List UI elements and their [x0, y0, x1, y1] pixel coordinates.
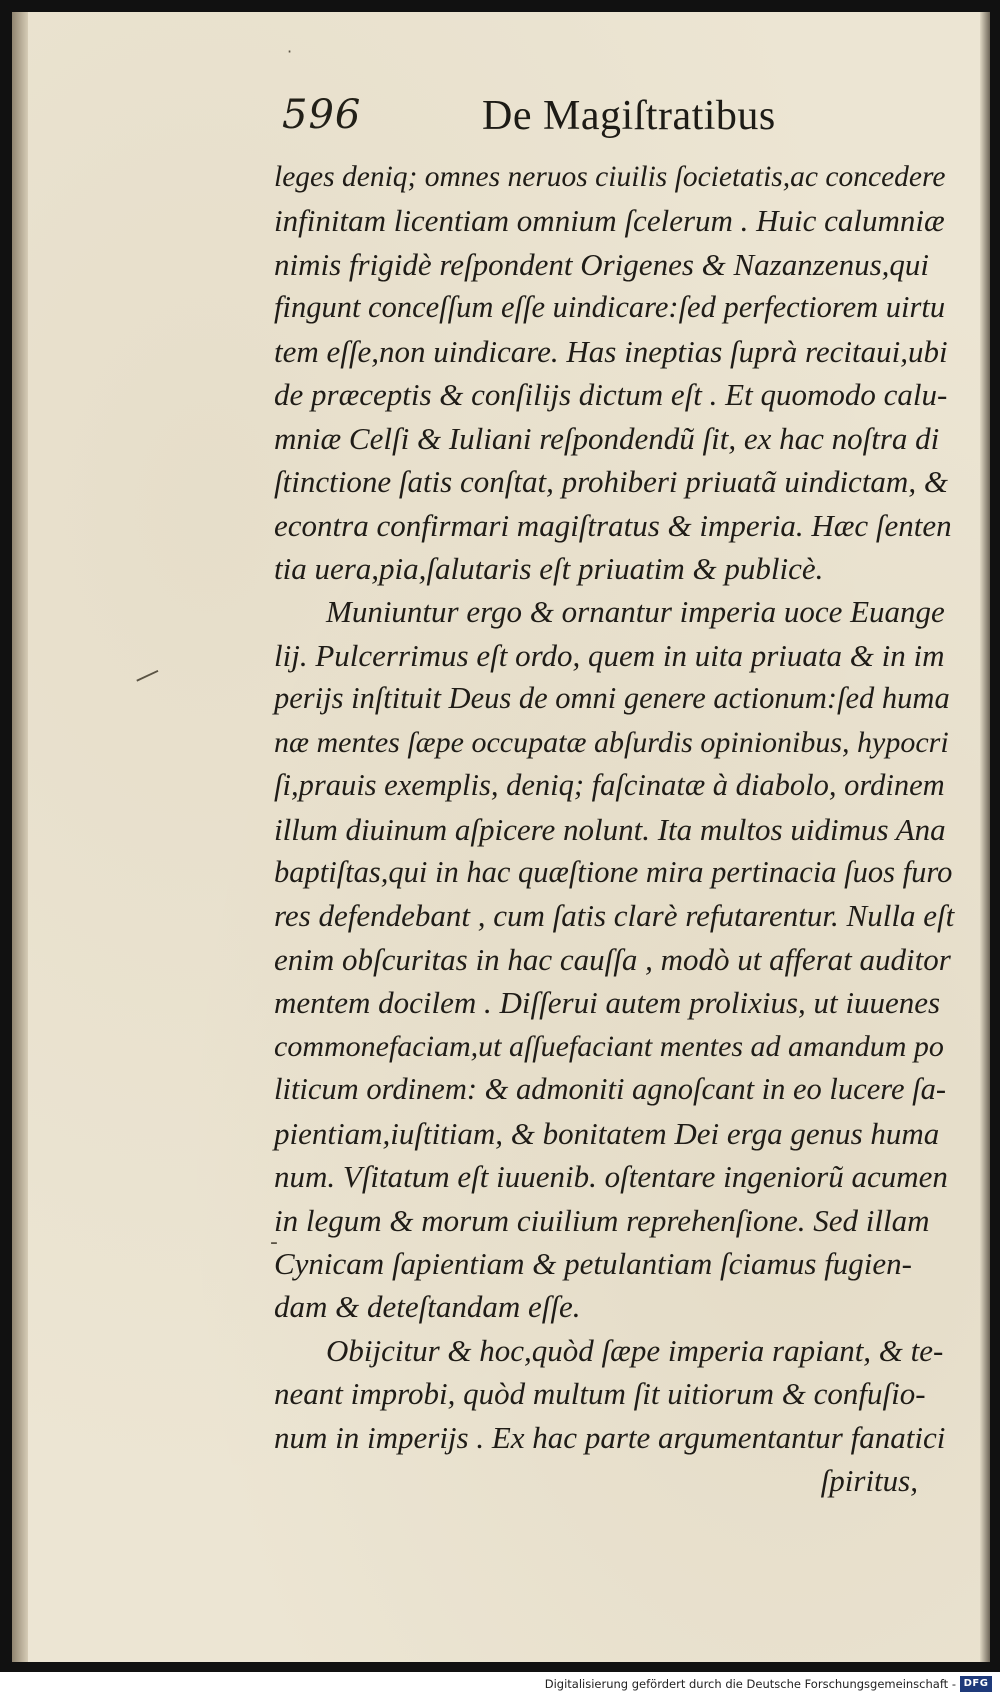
text-line: perijs inſtituit Deus de omni genere actionum:ſed huma: [274, 681, 950, 716]
text-line: ſtinctione ſatis conſtat, prohiberi priuatã uindictam, &: [274, 464, 948, 500]
funding-credit: Digitalisierung gefördert durch die Deutsche Forschungsgemeinschaft -: [544, 1677, 956, 1691]
page-edge-shadow: [980, 12, 990, 1662]
text-line: Obijcitur & hoc,quòd ſæpe imperia rapiant, & te-: [326, 1332, 944, 1368]
text-line: ſi,prauis exemplis, deniq; faſcinatæ à diabolo, ordinem: [274, 768, 945, 803]
text-line: pientiam,iuſtitiam, & bonitatem Dei erga genus huma: [274, 1115, 940, 1151]
text-line: infinitam licentiam omnium ſcelerum . Huic calumniæ: [274, 203, 945, 239]
dfg-logo: DFG: [960, 1676, 992, 1692]
text-line: mniæ Celſi & Iuliani reſpondendũ ſit, ex hac noſtra di: [274, 420, 940, 456]
text-line: commonefaciam,ut aſſuefaciant mentes ad amandum po: [274, 1029, 944, 1063]
text-line: lij. Pulcerrimus eſt ordo, quem in uita priuata & in im: [274, 637, 945, 673]
text-line: tia uera,pia,ſalutaris eſt priuatim & publicè.: [274, 550, 824, 586]
text-line: baptiſtas,qui in hac quæſtione mira pertinacia ſuos furo: [274, 855, 953, 889]
text-line: neant improbi, quòd multum ſit uitiorum & confuſio-: [274, 1376, 926, 1412]
text-line: ſpiritus,: [820, 1463, 918, 1499]
text-line: de præceptis & conſilijs dictum eſt . Et quomodo calu-: [274, 377, 948, 413]
text-line: nimis frigidè reſpondent Origenes & Nazanzenus,qui: [274, 246, 929, 282]
text-line: Muniuntur ergo & ornantur imperia uoce Euange: [326, 594, 945, 630]
text-line: res defendebant , cum ſatis clarè refutarentur. Nulla eſt: [274, 898, 955, 934]
text-line: mentem docilem . Diſſerui autem prolixius, ut iuuenes: [274, 985, 941, 1021]
text-line: næ mentes ſæpe occupatæ abſurdis opinionibus, hypocri: [274, 725, 949, 759]
text-line: in legum & morum ciuilium reprehenſione. Sed illam: [274, 1202, 930, 1238]
text-line: enim obſcuritas in hac cauſſa , modò ut afferat auditor: [274, 941, 951, 977]
body-text: [274, 156, 954, 1503]
text-line: leges deniq; omnes neruos ciuilis ſocietatis,ac concedere: [274, 161, 946, 193]
text-line: fingunt conceſſum eſſe uindicare:ſed perfectiorem uirtu: [274, 290, 946, 325]
ink-speck: ·: [287, 42, 293, 61]
text-line: num in imperijs . Ex hac parte argumentantur fanatici: [274, 1419, 946, 1455]
page-header: [282, 92, 882, 152]
text-line: Cynicam ſapientiam & petulantiam ſciamus fugien-: [274, 1245, 912, 1281]
page-gutter-shadow: [12, 12, 28, 1662]
margin-mark: -: [270, 1230, 278, 1255]
text-line: liticum ordinem: & admoniti agnoſcant in eo lucere ſa-: [274, 1072, 947, 1107]
running-head: De Magiſtratibus: [482, 93, 776, 139]
text-line: tem eſſe,non uindicare. Has ineptias ſuprà recitaui,ubi: [274, 333, 948, 369]
text-line: econtra confirmari magiſtratus & imperia. Hæc ſenten: [274, 507, 952, 543]
page-number: 596: [282, 92, 362, 138]
text-line: illum diuinum aſpicere nolunt. Ita multos uidimus Ana: [274, 811, 946, 847]
margin-mark: —: [128, 655, 166, 695]
footer-bar: [0, 1672, 1000, 1699]
text-line: dam & deteſtandam eſſe.: [274, 1289, 581, 1325]
book-page: [12, 12, 990, 1662]
text-line: num. Vſitatum eſt iuuenib. oſtentare ingeniorũ acumen: [274, 1159, 948, 1195]
